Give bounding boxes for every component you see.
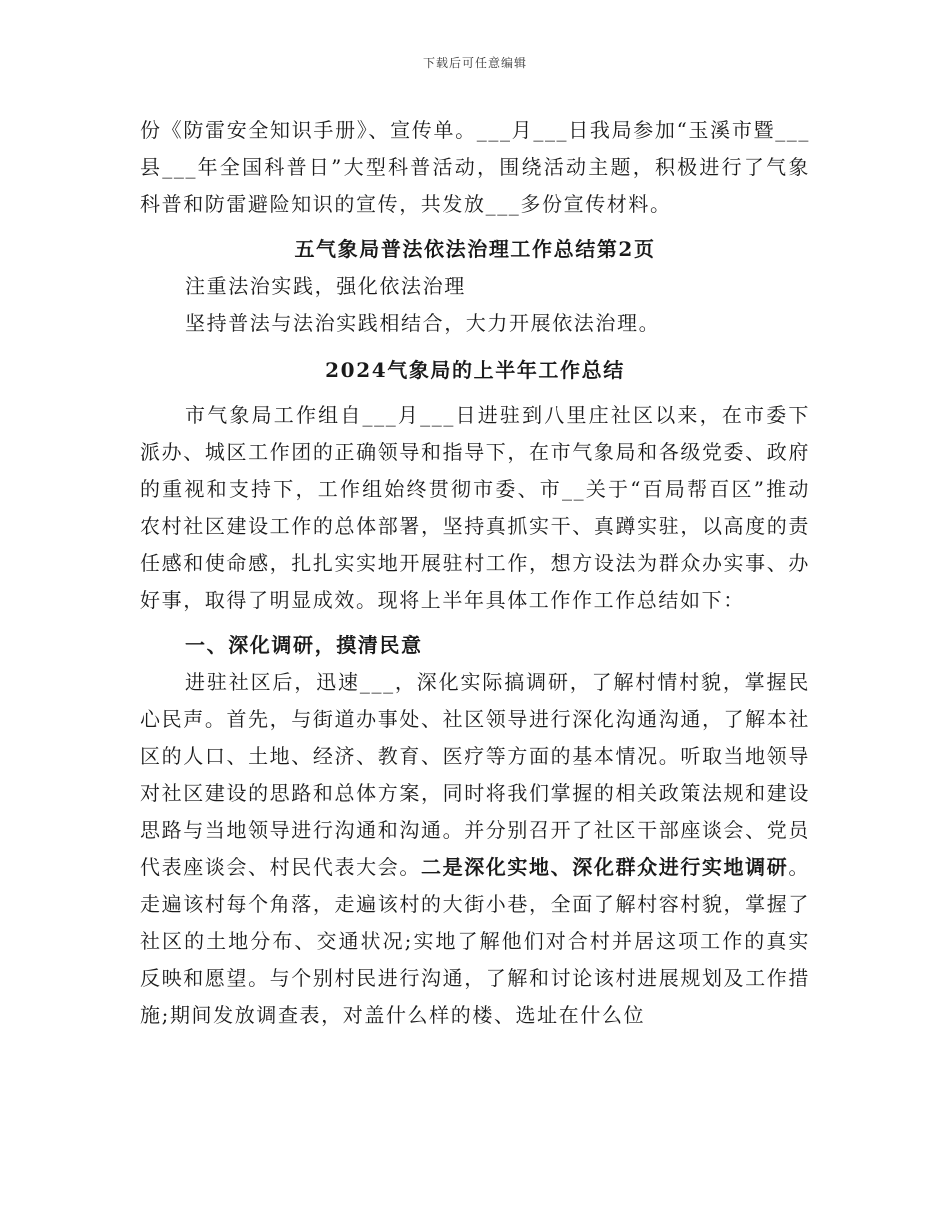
section-heading-research: 一、深化调研，摸清民意 <box>185 633 423 657</box>
paragraph-law-practice: 坚持普法与法治实践相结合，大力开展依法治理。 <box>185 311 661 335</box>
paragraph-research <box>140 664 810 1034</box>
paragraph-intro: 市气象局工作组自___月___日进驻到八里庄社区以来，在市委下派办、城区工作团的正确领导和指导下，在市气象局和各级党委、政府的重视和支持下，工作组始终贯彻市委、市__关于“百局帮百区”推动农村社区建设工作的总体部署，坚持真抓实干、真蹲实驻，以高度的责任感和使命感，扎扎实实地开展驻村工作，想方设法为群众办实事、办好事，取得了明显成效。现将上半年具体工作作工作总结如下： <box>140 403 810 612</box>
section-heading-law: 五气象局普法依法治理工作总结第2页 <box>294 237 656 261</box>
page-header: 下载后可任意编辑 <box>422 56 527 70</box>
paragraph-research-bold-point: 二是深化实地、深化群众进行实地调研 <box>420 855 789 879</box>
paragraph-research-part2: 。走遍该村每个角落，走遍该村的大街小巷，全面了解村容村貌，掌握了社区的土地分布、交通状况;实地了解他们对合村并居这项工作的真实反映和愿望。与个别村民进行沟通，了解和讨论该村进展规划及工作措施;期间发放调查表，对盖什么样的楼、选址在什么位 <box>140 855 810 1027</box>
paragraph-continued: 份《防雷安全知识手册》、宣传单。___月___日我局参加“玉溪市暨___县___年全国科普日”大型科普活动，围绕活动主题，积极进行了气象科普和防雷避险知识的宣传，共发放___多份宣传材料。 <box>140 118 810 216</box>
document-title-2024-summary: 2024气象局的上半年工作总结 <box>325 358 625 382</box>
paragraph-research-part1: 进驻社区后，迅速___，深化实际搞调研，了解村情村貌，掌握民心民声。首先，与街道办事处、社区领导进行深化沟通沟通，了解本社区的人口、土地、经济、教育、医疗等方面的基本情况。听取当地领导对社区建设的思路和总体方案，同时将我们掌握的相关政策法规和建设思路与当地领导进行沟通和沟通。并分别召开了社区干部座谈会、党员代表座谈会、村民代表大会。 <box>140 670 810 879</box>
paragraph-law-practice-title: 注重法治实践，强化依法治理 <box>185 274 466 298</box>
document-body <box>140 112 810 1034</box>
